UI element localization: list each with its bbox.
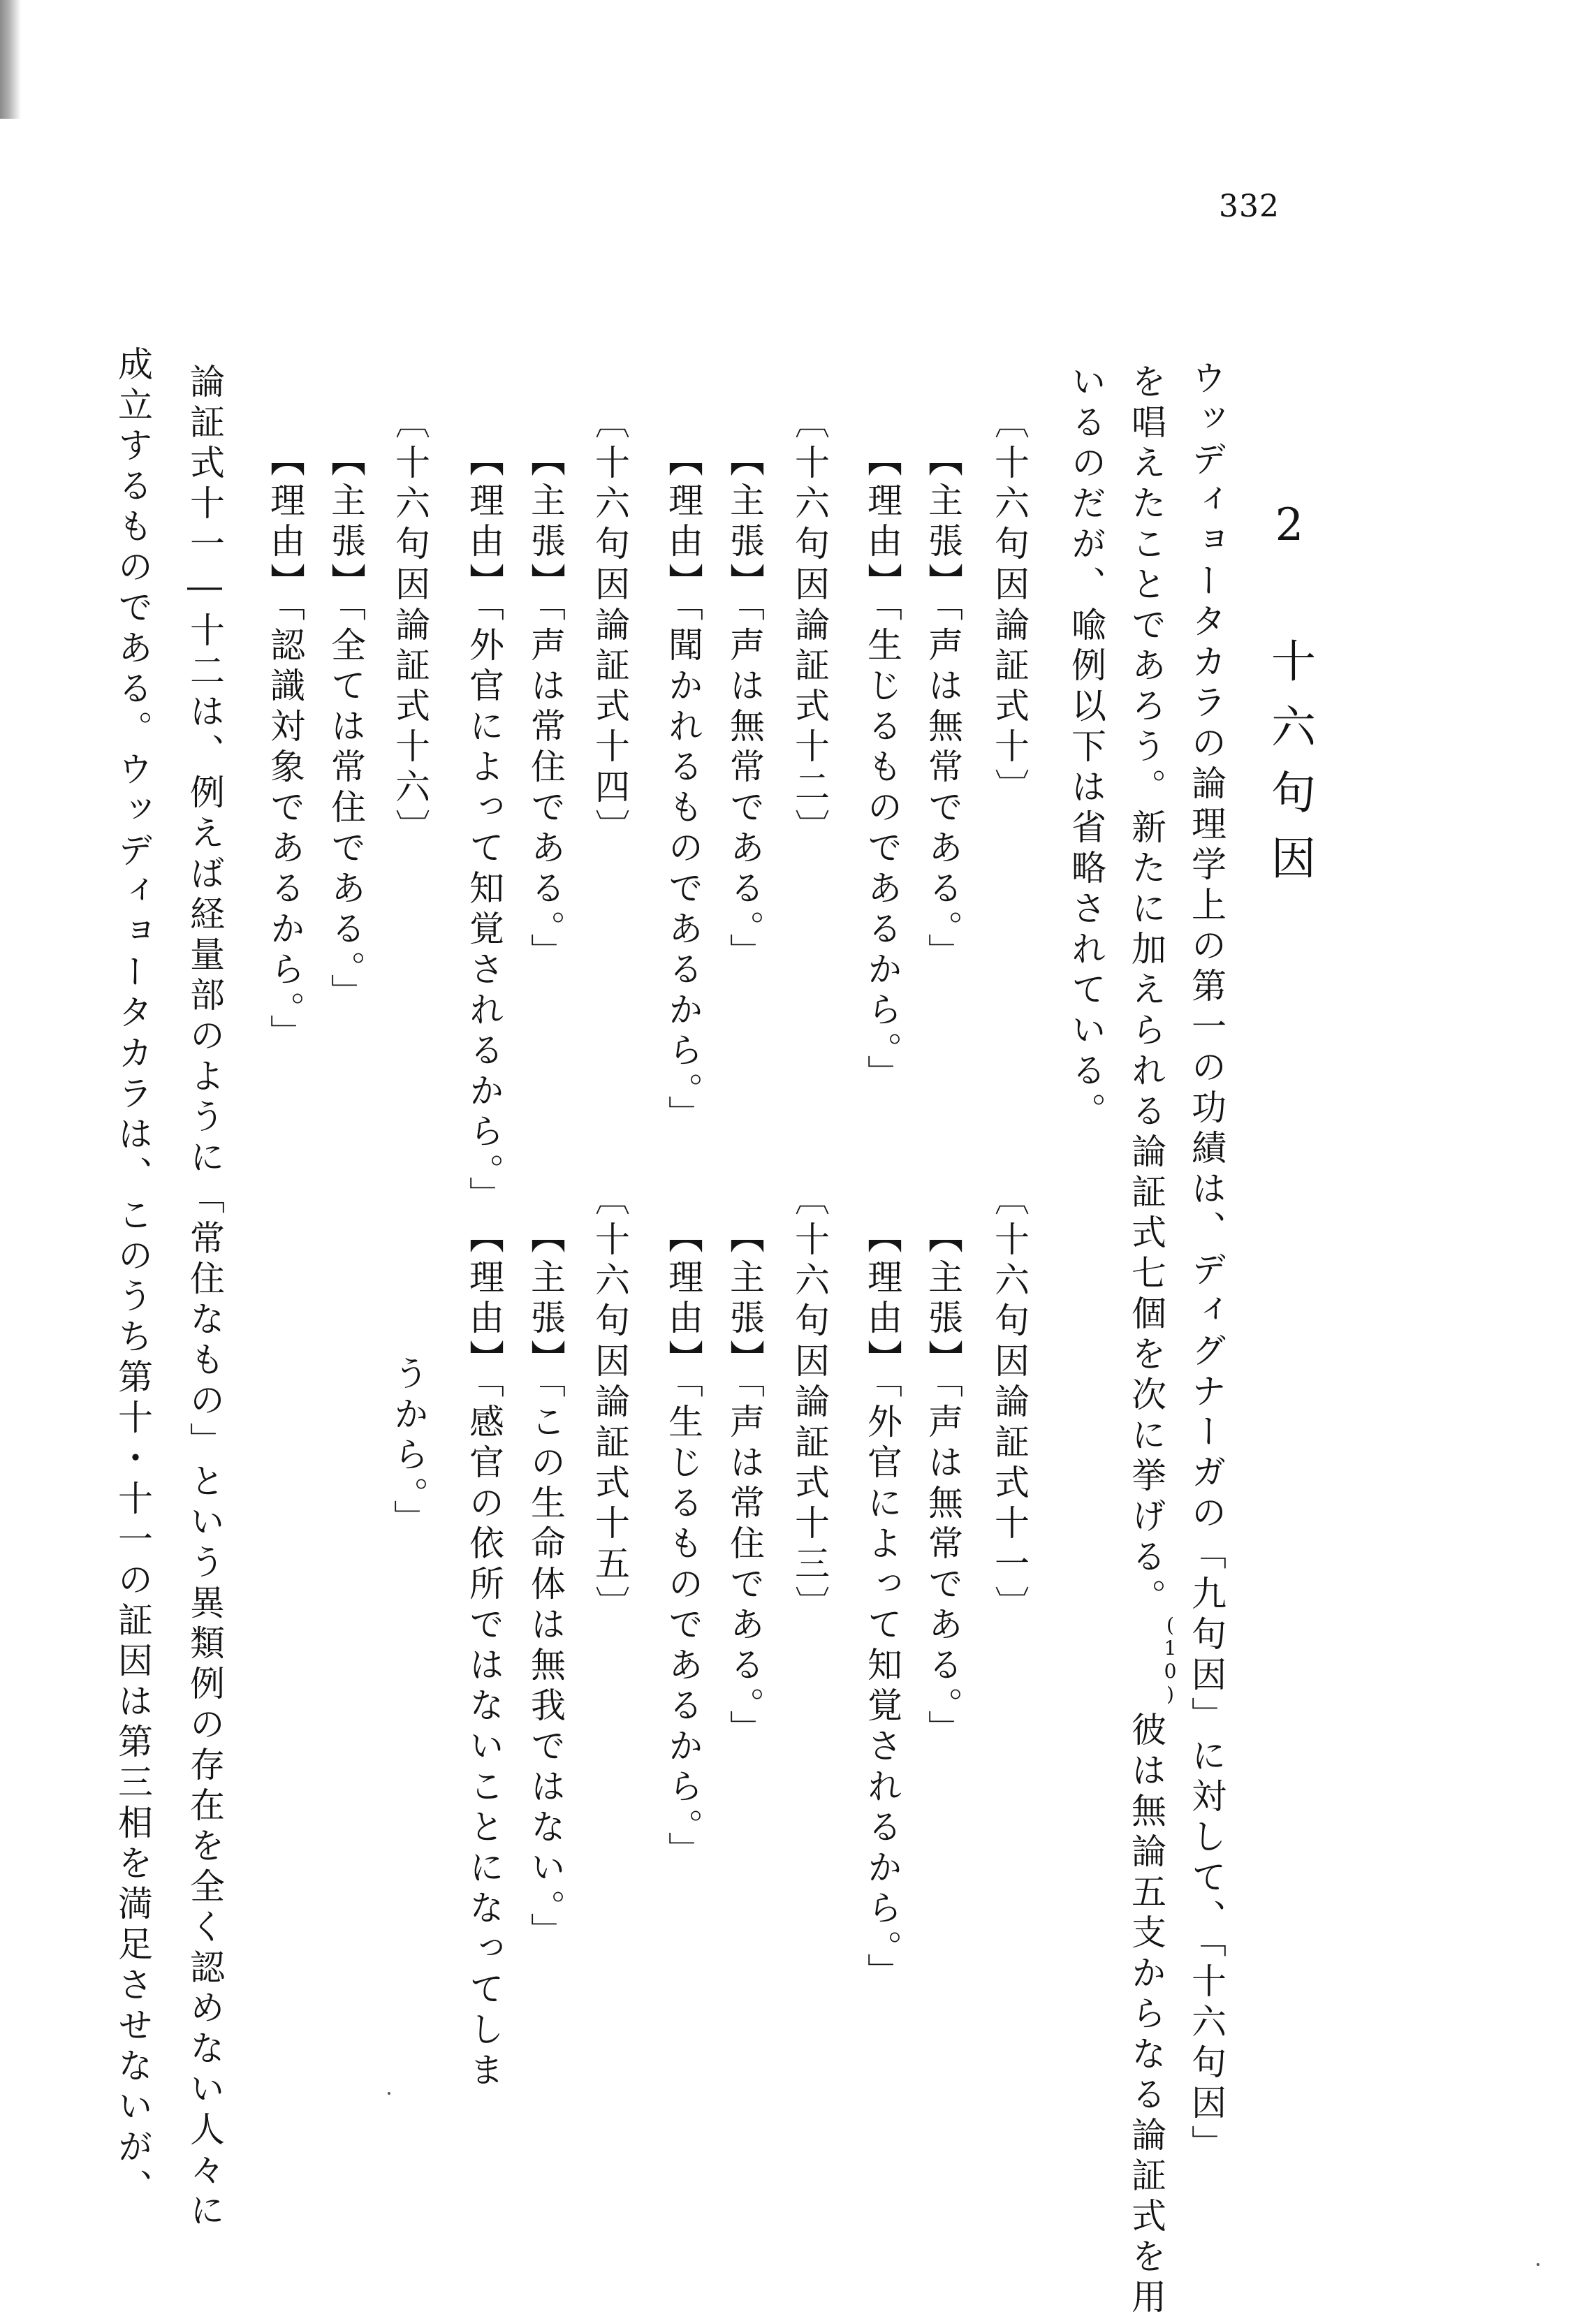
scan-speck — [388, 2092, 390, 2095]
paragraph1-line2 — [1126, 363, 1182, 2319]
scan-edge-shadow — [0, 0, 21, 119]
formula-10-title: 〔十六句因論証式十〕 — [989, 404, 1030, 809]
paragraph2-line1: 論証式十一―十二は、例えば経量部のように「常住なもの」という異類例の存在を全く認めない人々に — [184, 363, 225, 2232]
formula-12-reason: 【理由】「聞かれるものであるから。」 — [663, 441, 703, 1136]
section-heading: 2 十六句因 — [1264, 499, 1315, 900]
paragraph1-line3: いるのだが、喩例以下は省略されている。 — [1066, 363, 1106, 1133]
formula-11-claim: 【主張】「声は無常である。」 — [923, 1218, 963, 1750]
formula-14-reason: 【理由】「外官によって知覚されるから。」 — [464, 441, 504, 1217]
formula-15-claim: 【主張】「この生命体は無我ではない。」 — [525, 1218, 566, 1953]
formula-15-reason-continued: うから。」 — [388, 1355, 429, 1540]
formula-16-claim: 【主張】「全ては常住である。」 — [325, 441, 366, 1014]
formula-14-claim: 【主張】「声は常住である。」 — [525, 441, 566, 974]
scan-speck — [1537, 2263, 1539, 2266]
formula-16-title: 〔十六句因論証式十六〕 — [390, 404, 430, 849]
paragraph1-line2-before-note: を唱えたことであろう。新たに加えられる論証式七個を次に挙げる。 — [1126, 363, 1166, 1619]
paragraph1-line1: ウッディョータカラの論理学上の第一の功績は、ディグナーガの「九句因」に対して、「十六句因」 — [1186, 360, 1227, 2165]
formula-15-reason: 【理由】「感官の依所ではないことになってしま — [464, 1218, 504, 2092]
formula-13-reason: 【理由】「生じるものであるから。」 — [663, 1218, 703, 1872]
formula-10-claim: 【主張】「声は無常である。」 — [923, 441, 963, 974]
formula-16-reason: 【理由】「認識対象であるから。」 — [265, 441, 305, 1055]
paragraph2-line2: 成立するものである。ウッディョータカラは、このうち第十・十一の証因は第三相を満足させないが、 — [112, 346, 153, 2209]
formula-10-reason: 【理由】「生じるものであるから。」 — [862, 441, 902, 1095]
formula-11-reason: 【理由】「外官によって知覚されるから。」 — [862, 1218, 902, 1994]
paragraph1-line2-after-note: 彼は無論五支からなる論証式を用 — [1126, 1711, 1166, 2319]
formula-15-title: 〔十六句因論証式十五〕 — [590, 1180, 630, 1626]
page-number: 332 — [1219, 189, 1280, 224]
formula-12-claim: 【主張】「声は無常である。」 — [724, 441, 765, 974]
formula-13-claim: 【主張】「声は常住である。」 — [724, 1218, 765, 1750]
note-reference: (10) — [1159, 1614, 1182, 1706]
formula-13-title: 〔十六句因論証式十三〕 — [789, 1180, 830, 1626]
formula-14-title: 〔十六句因論証式十四〕 — [590, 404, 630, 849]
formula-12-title: 〔十六句因論証式十二〕 — [789, 404, 830, 849]
formula-11-title: 〔十六句因論証式十一〕 — [989, 1180, 1030, 1626]
